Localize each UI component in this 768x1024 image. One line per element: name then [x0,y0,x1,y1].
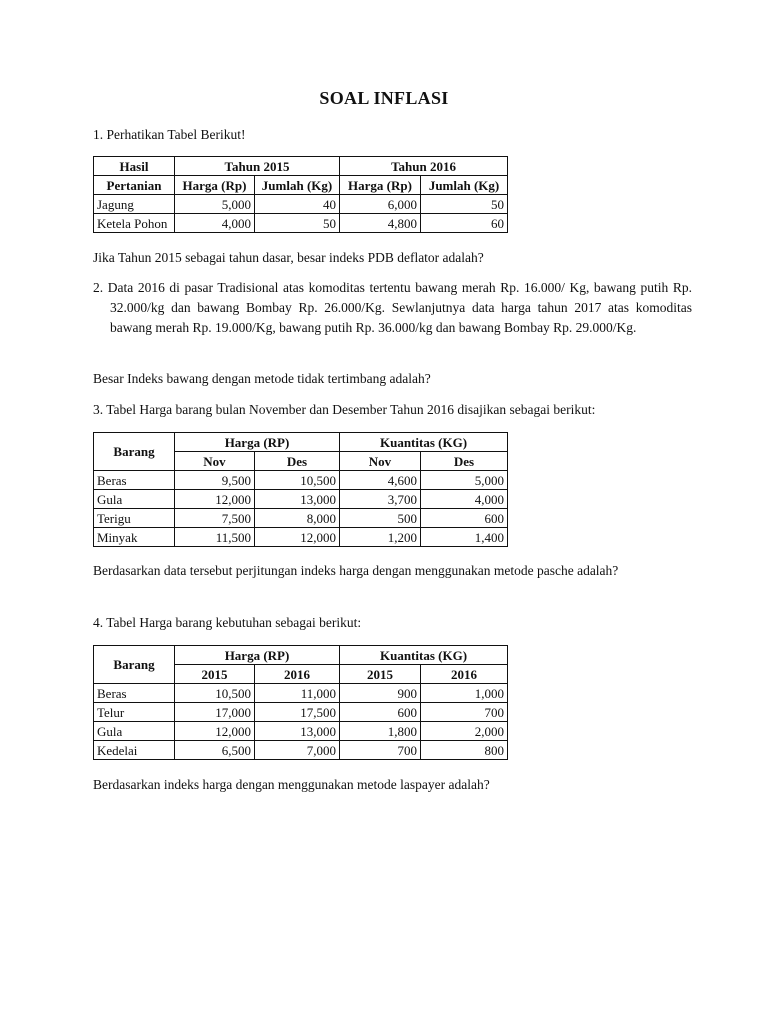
header-period: Des [255,452,340,471]
cell-name: Terigu [94,509,175,528]
cell-value: 700 [340,741,421,760]
header-year-2016: Tahun 2016 [340,157,508,176]
cell-value: 1,400 [421,528,508,547]
q4-table [93,645,508,760]
table-header-row [94,157,508,176]
cell-value: 10,500 [175,684,255,703]
header-period: 2016 [255,665,340,684]
cell-value: 8,000 [255,509,340,528]
cell-value: 700 [421,703,508,722]
table-row [94,528,508,547]
cell-name: Gula [94,490,175,509]
cell-value: 11,000 [255,684,340,703]
cell-value: 9,500 [175,471,255,490]
cell-value: 900 [340,684,421,703]
header-period: 2015 [340,665,421,684]
cell-value: 12,000 [175,490,255,509]
table-row [94,703,508,722]
cell-value: 60 [421,214,508,233]
header-period: Nov [175,452,255,471]
header-period: Nov [340,452,421,471]
header-period: Des [421,452,508,471]
cell-value: 4,000 [421,490,508,509]
header-period: 2015 [175,665,255,684]
cell-name: Telur [94,703,175,722]
cell-value: 1,800 [340,722,421,741]
cell-value: 4,000 [175,214,255,233]
cell-name: Beras [94,471,175,490]
cell-value: 17,000 [175,703,255,722]
cell-name: Beras [94,684,175,703]
q4-intro: 4. Tabel Harga barang kebutuhan sebagai berikut: [93,615,362,630]
cell-value: 17,500 [255,703,340,722]
cell-value: 5,000 [421,471,508,490]
cell-name: Gula [94,722,175,741]
header-barang: Barang [94,646,175,684]
cell-name: Minyak [94,528,175,547]
cell-value: 2,000 [421,722,508,741]
table-header-row [94,433,508,452]
cell-value: 5,000 [175,195,255,214]
cell-value: 7,000 [255,741,340,760]
cell-value: 12,000 [175,722,255,741]
cell-value: 600 [340,703,421,722]
cell-value: 50 [255,214,340,233]
cell-value: 10,500 [255,471,340,490]
table-row [94,684,508,703]
cell-name: Kedelai [94,741,175,760]
header-kuantitas: Kuantitas (KG) [340,433,508,452]
q2-text: 2. Data 2016 di pasar Tradisional atas komoditas tertentu bawang merah Rp. 16.000/ Kg, bawang putih Rp. 32.000/kg dan bawang Bombay Rp. 26.000/Kg. Sewlanjutnya data harga tahun 2017 atas komoditas bawang merah Rp. 19.000/Kg, bawang putih Rp. 36.000/kg dan bawang Bombay Rp. 29.000/Kg. [93,280,692,335]
cell-value: 3,700 [340,490,421,509]
page-title: SOAL INFLASI [319,88,449,108]
cell-value: 4,600 [340,471,421,490]
table-row [94,509,508,528]
header-period: 2016 [421,665,508,684]
header-harga: Harga (Rp) [340,176,421,195]
cell-value: 600 [421,509,508,528]
header-jumlah: Jumlah (Kg) [255,176,340,195]
cell-name: Jagung [94,195,175,214]
table-row [94,471,508,490]
cell-value: 11,500 [175,528,255,547]
table-header-row [94,646,508,665]
q4-question: Berdasarkan indeks harga dengan menggunakan metode laspayer adalah? [93,777,490,792]
table-row [94,490,508,509]
cell-value: 1,000 [421,684,508,703]
cell-value: 6,000 [340,195,421,214]
cell-value: 12,000 [255,528,340,547]
header-hasil: Hasil [94,157,175,176]
cell-value: 4,800 [340,214,421,233]
table-row [94,722,508,741]
q3-question: Berdasarkan data tersebut perjitungan indeks harga dengan menggunakan metode pasche adalah? [93,563,619,578]
header-pertanian: Pertanian [94,176,175,195]
q3-table [93,432,508,547]
q2-question: Besar Indeks bawang dengan metode tidak tertimbang adalah? [93,371,431,386]
header-year-2015: Tahun 2015 [175,157,340,176]
q1-question: Jika Tahun 2015 sebagai tahun dasar, besar indeks PDB deflator adalah? [93,250,484,265]
cell-value: 7,500 [175,509,255,528]
cell-value: 500 [340,509,421,528]
cell-value: 6,500 [175,741,255,760]
q3-intro: 3. Tabel Harga barang bulan November dan Desember Tahun 2016 disajikan sebagai berikut: [93,402,596,417]
cell-value: 1,200 [340,528,421,547]
cell-value: 50 [421,195,508,214]
q1-intro: 1. Perhatikan Tabel Berikut! [93,127,246,142]
cell-value: 13,000 [255,722,340,741]
cell-name: Ketela Pohon [94,214,175,233]
header-barang: Barang [94,433,175,471]
table-row [94,741,508,760]
cell-value: 13,000 [255,490,340,509]
cell-value: 800 [421,741,508,760]
header-harga: Harga (RP) [175,646,340,665]
header-harga: Harga (Rp) [175,176,255,195]
q1-table [93,156,508,233]
cell-value: 40 [255,195,340,214]
table-row [94,195,508,214]
table-header-row [94,176,508,195]
header-harga: Harga (RP) [175,433,340,452]
table-row [94,214,508,233]
header-jumlah: Jumlah (Kg) [421,176,508,195]
header-kuantitas: Kuantitas (KG) [340,646,508,665]
